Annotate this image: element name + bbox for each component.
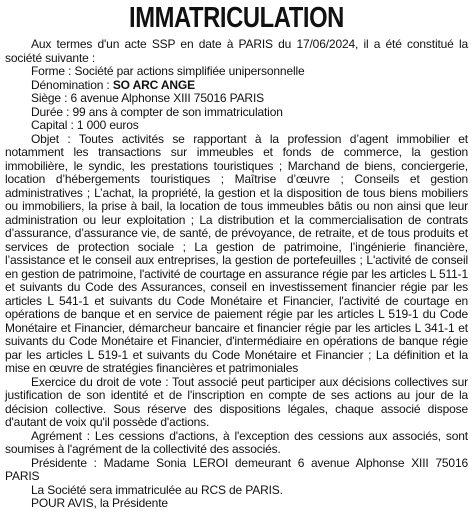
presidente-line: Présidente : Madame Sonia LEROI demeurant 6 avenue Alphonse XIII 75016 PARIS [5,455,468,483]
notice-title: IMMATRICULATION [129,2,344,34]
forme-line: Forme : Société par actions simplifiée unipersonnelle [31,64,305,78]
objet-paragraph: Objet : Toutes activités se rapportant à la profession d’agent immobilier et notamment les transactions sur immeubles et fonds de commerce, la gestion immobilière, le syndic, les prestations touristiques ; Marchand de biens, conciergerie, location d’hébergements touristiques ; Maîtrise d’œuvre ; Conseils et gestion administratives ; L’achat, la propriété, la gestion et la disposition de tous biens mobiliers ou immobiliers, la prise à bail, la location de tous immeubles bâtis ou non ainsi que leur administration ou leur exploitation ; La distribution et la commercialisation de contrats d’assurance, d’assurance vie, de santé, de prévoyance, de retraite, et de tous produits et services de protection sociale ; La gestion de patrimoine, l’ingénierie financière, l’assistance et le conseil aux entreprises, la gestion de portefeuilles ; L'activité de conseil en gestion de patrimoine, l'activité de courtage en assurance régie par les articles L 511-1 et suivants du Code des Assurances, conseil en investissement financier régie par les articles L 541-1 et suivants du Code Monétaire et Financier, l'activité de courtage en opérations de banque et en service de paiement régie par les articles L 519-1 du Code Monétaire et Financier, démarcheur bancaire et financier régie par les articles L 341-1 et suivants du Code Monétaire et Financier, d'intermédiaire en opérations de banque régie par les articles L 519-1 et suivants du Code Monétaire et Financier ; La définition et la mise en œuvre de stratégies financières et patrimoniales [5,131,468,375]
denomination-value: SO ARC ANGE [112,77,195,92]
siege-line: Siège : 6 avenue Alphonse XIII 75016 PARIS [31,91,264,105]
denomination-line [5,79,468,93]
duree-line: Durée : 99 ans à compter de son immatriculation [31,104,283,119]
signature-line: POUR AVIS, la Présidente [31,496,168,510]
agrement-paragraph: Agrément : Les cessions d'actions, à l'exception des cessions aux associés, sont soumises à l'agrément de la collectivité des associés. [5,428,468,456]
intro-paragraph: Aux termes d'un acte SSP en date à PARIS du 17/06/2024, il a été constitué la société suivante : [5,37,468,65]
notice-body [5,38,468,511]
capital-line: Capital : 1 000 euros [31,118,139,132]
denomination-label: Dénomination : [31,77,113,92]
vote-paragraph: Exercice du droit de vote : Tout associé peut participer aux décisions collectives sur justification de son identité et de l'inscription en compte de ses actions au jour de la décision collective. Sous réserve des dispositions légales, chaque associé dispose d'autant de voix qu'il possède d'actions. [5,374,468,429]
rcs-line: La Société sera immatriculée au RCS de PARIS. [31,482,283,497]
